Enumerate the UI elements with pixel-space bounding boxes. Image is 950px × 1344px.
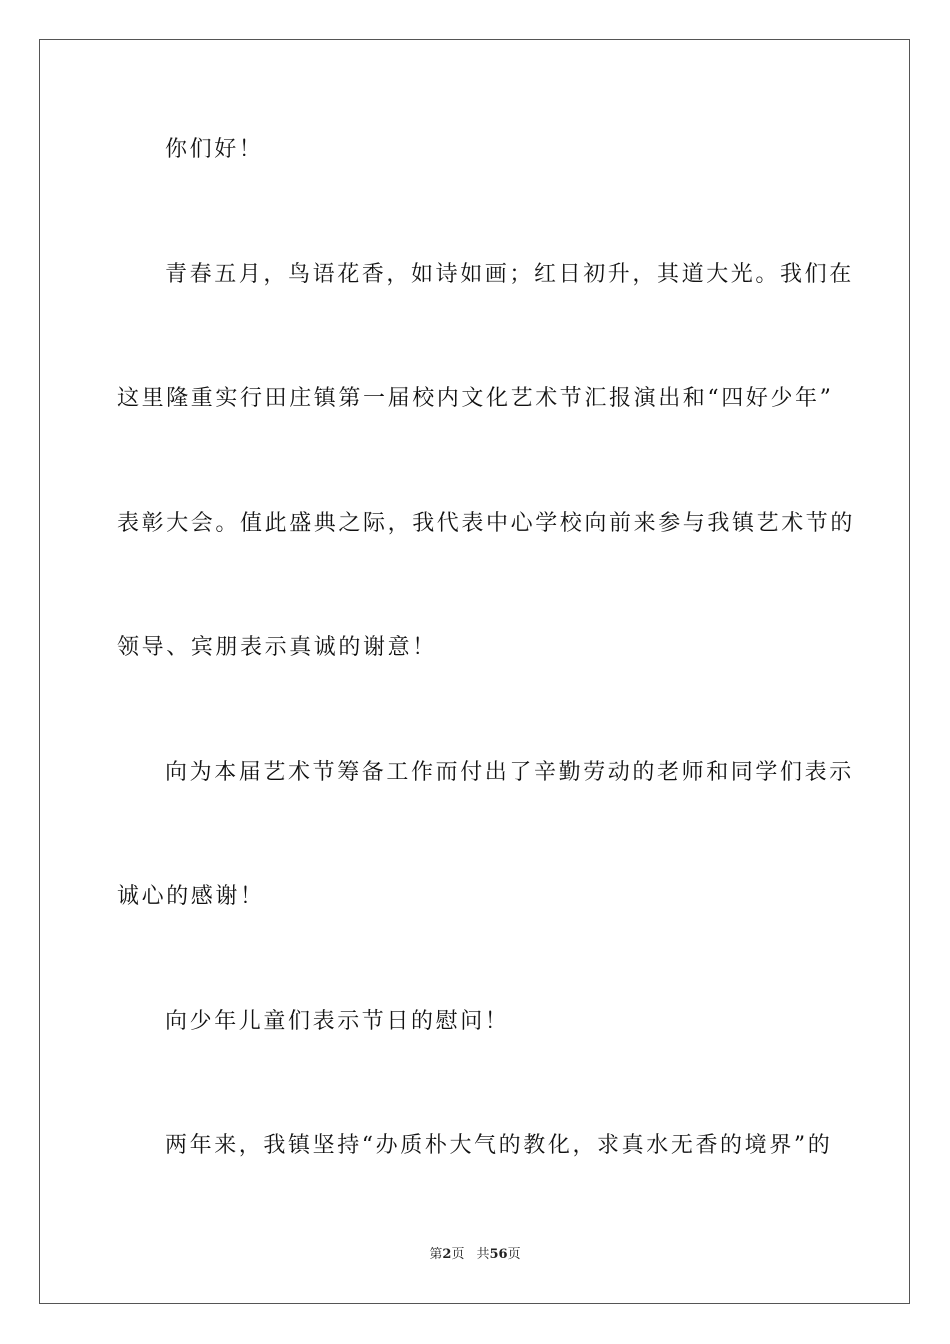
footer-total-prefix: 共	[476, 1247, 490, 1262]
paragraph-line: 两年来，我镇坚持“办质朴大气的教化，求真水无香的境界”的	[165, 1133, 833, 1158]
footer-page-number: 2	[442, 1247, 452, 1262]
paragraph-line: 这里隆重实行田庄镇第一届校内文化艺术节汇报演出和“四好少年”	[117, 386, 834, 411]
footer-page-prefix: 第	[429, 1247, 443, 1262]
paragraph-line: 向为本届艺术节筹备工作而付出了辛勤劳动的老师和同学们表示	[165, 760, 854, 785]
paragraph-line: 诚心的感谢！	[117, 884, 265, 909]
footer-page-suffix: 页	[451, 1247, 465, 1262]
paragraph-greeting: 你们好！	[165, 137, 264, 162]
page-border	[39, 39, 910, 1304]
paragraph-line: 向少年儿童们表示节日的慰问！	[165, 1009, 510, 1034]
footer-total-suffix: 页	[507, 1247, 521, 1262]
paragraph-line: 青春五月，鸟语花香，如诗如画；红日初升，其道大光。我们在	[165, 262, 854, 287]
paragraph-line: 表彰大会。值此盛典之际，我代表中心学校向前来参与我镇艺术节的	[117, 511, 856, 536]
paragraph-line: 领导、宾朋表示真诚的谢意！	[117, 635, 437, 660]
footer-total-pages: 56	[489, 1247, 508, 1262]
page-footer	[0, 1246, 950, 1264]
